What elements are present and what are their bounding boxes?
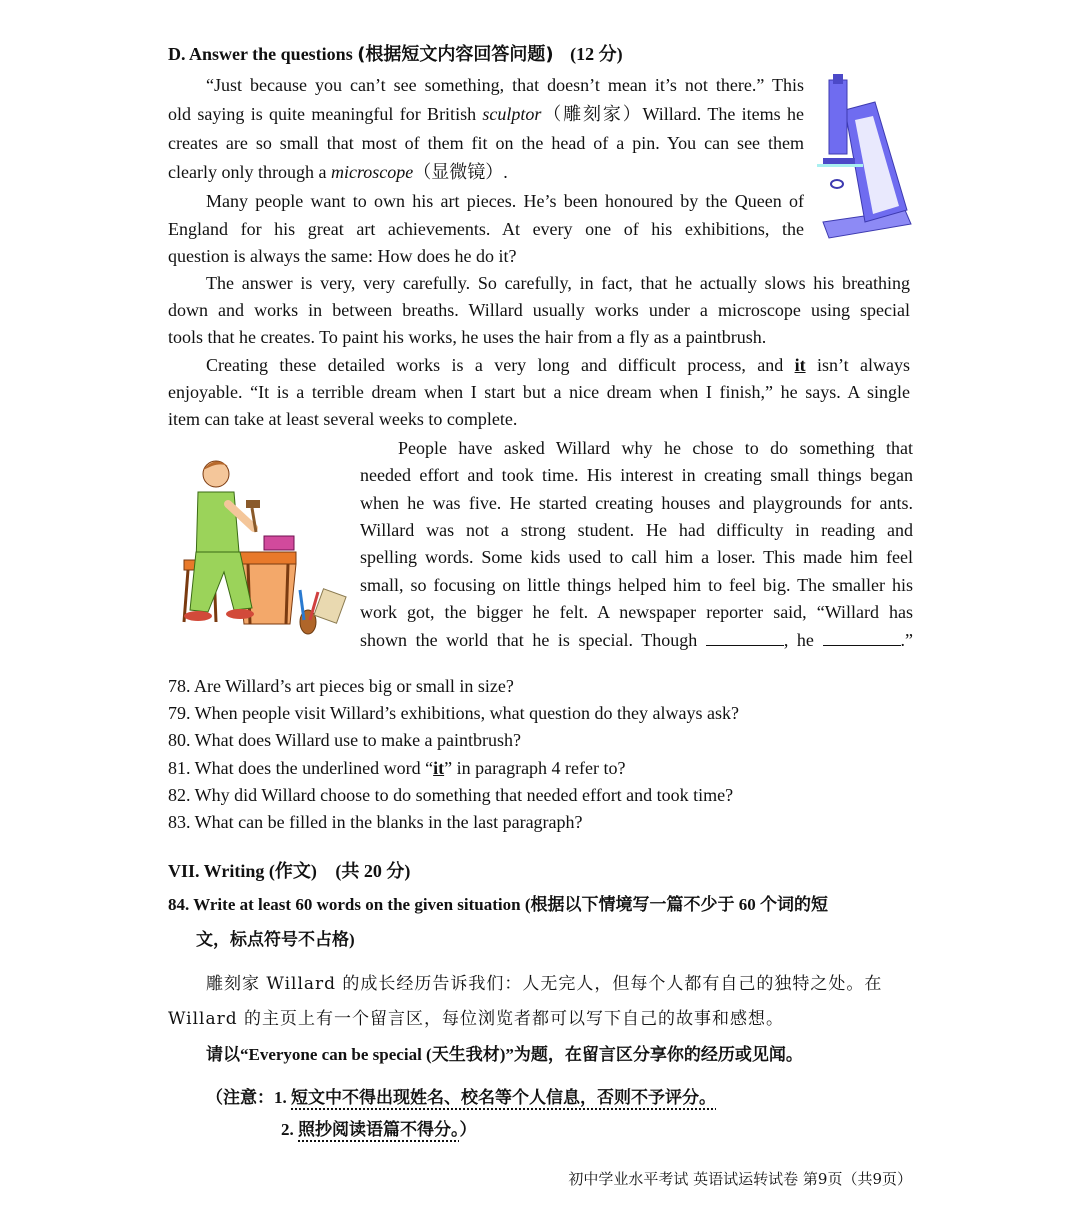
passage-line: needed effort and took time. His interest in creating small things began <box>360 465 913 485</box>
passage-line: The answer is very, very carefully. So carefully, in fact, that he actually slows his breathing <box>206 273 910 293</box>
passage-line <box>168 354 910 376</box>
passage-text: （雕刻家）Willard. The items he <box>541 104 804 124</box>
note-2-text: 照抄阅读语篇不得分。 <box>298 1120 460 1139</box>
note-prefix: （注意：1. <box>206 1088 291 1107</box>
answer-blank[interactable] <box>823 631 901 646</box>
passage-line <box>168 161 804 183</box>
question-78: 78. Are Willard’s art pieces big or small in size? <box>168 676 514 696</box>
passage-text: , he <box>783 630 823 650</box>
passage-text: .” <box>900 630 913 650</box>
passage-italic-word: microscope <box>330 162 414 182</box>
underlined-word-it: it <box>794 355 806 375</box>
section-d-title-cn: (根据短文内容回答问题) <box>357 44 554 65</box>
section-d-heading <box>168 42 623 67</box>
passage-text: old saying is quite meaningful for British <box>168 104 483 124</box>
section-vii-title: VII. Writing (作文) <box>168 861 317 881</box>
question-81 <box>168 757 626 779</box>
passage-line: People have asked Willard why he chose to do something that <box>398 438 913 458</box>
situation-text: 雕刻家 Willard 的成长经历告诉我们：人无完人，但每个人都有自己的独特之处。在 <box>206 974 883 994</box>
task-84-prompt: 84. Write at least 60 words on the given situation (根据以下情境写一篇不少于 60 个词的短 <box>168 895 829 914</box>
passage-line: down and works in between breaths. Willard usually works under a microscope using special <box>168 300 910 320</box>
passage-line <box>168 103 804 125</box>
microscope-illustration <box>815 72 915 242</box>
note-1-text: 短文中不得出现姓名、校名等个人信息，否则不予评分。 <box>291 1088 716 1107</box>
question-text: 81. What does the underlined word “ <box>168 758 434 778</box>
passage-line: tools that he creates. To paint his works, he uses the hair from a fly as a paintbrush. <box>168 327 767 347</box>
passage-italic-word: sculptor <box>482 104 542 124</box>
passage-text: （显微镜）. <box>413 162 508 182</box>
passage-line: spelling words. Some kids used to call him a loser. This made him feel <box>360 547 913 567</box>
question-82: 82. Why did Willard choose to do something that needed effort and took time? <box>168 785 734 805</box>
task-84-prompt-cont: 文，标点符号不占格) <box>196 930 355 949</box>
passage-text: shown the world that he is special. Though <box>360 630 706 650</box>
passage-line: when he was five. He started creating houses and playgrounds for ants. <box>360 493 913 513</box>
question-79: 79. When people visit Willard’s exhibitions, what question do they always ask? <box>168 703 740 723</box>
passage-line: small, so focusing on little things helped him to feel big. The smaller his <box>360 575 913 595</box>
passage-line: question is always the same: How does he do it? <box>168 246 517 266</box>
passage-text: isn’t always <box>805 355 910 375</box>
sculptor-illustration <box>168 452 348 648</box>
question-80: 80. What does Willard use to make a paintbrush? <box>168 730 522 750</box>
situation-text: Willard 的主页上有一个留言区，每位浏览者都可以写下自己的故事和感想。 <box>168 1009 785 1029</box>
writing-instruction: 请以“Everyone can be special (天生我材)”为题，在留言区分享你的经历或见闻。 <box>206 1045 803 1064</box>
passage-text: clearly only through a <box>168 162 331 182</box>
passage-line: work got, the bigger he felt. A newspaper reporter said, “Willard has <box>360 602 913 622</box>
passage-line: Willard was not a strong student. He had difficulty in reading and <box>360 520 913 540</box>
passage-line: “Just because you can’t see something, that doesn’t mean it’s not there.” This <box>206 75 804 95</box>
note-close: ） <box>459 1120 477 1139</box>
note-2 <box>281 1118 477 1142</box>
question-83: 83. What can be filled in the blanks in the last paragraph? <box>168 812 583 832</box>
section-vii-heading <box>168 859 410 883</box>
section-vii-points: (共 20 分) <box>335 861 411 881</box>
passage-line: enjoyable. “It is a terrible dream when I start but a nice dream when I finish,” he says. A single <box>168 382 910 402</box>
section-d-points: (12 分) <box>570 44 623 64</box>
note-1 <box>206 1086 716 1110</box>
passage-line: item can take at least several weeks to complete. <box>168 409 518 429</box>
page-footer: 初中学业水平考试 英语试运转试卷 第9页（共9页） <box>568 1170 912 1188</box>
note-prefix: 2. <box>281 1120 298 1139</box>
passage-line: Many people want to own his art pieces. He’s been honoured by the Queen of <box>206 191 804 211</box>
passage-line <box>360 629 913 651</box>
passage-line: creates are so small that most of them fit on the head of a pin. You can see them <box>168 133 804 153</box>
passage-text: Creating these detailed works is a very long and difficult process, and <box>206 355 795 375</box>
section-d-title: D. Answer the questions <box>168 44 353 64</box>
question-text: ” in paragraph 4 refer to? <box>444 758 626 778</box>
answer-blank[interactable] <box>706 631 784 646</box>
underlined-word-it: it <box>433 758 445 778</box>
passage-line: England for his great art achievements. At every one of his exhibitions, the <box>168 219 804 239</box>
